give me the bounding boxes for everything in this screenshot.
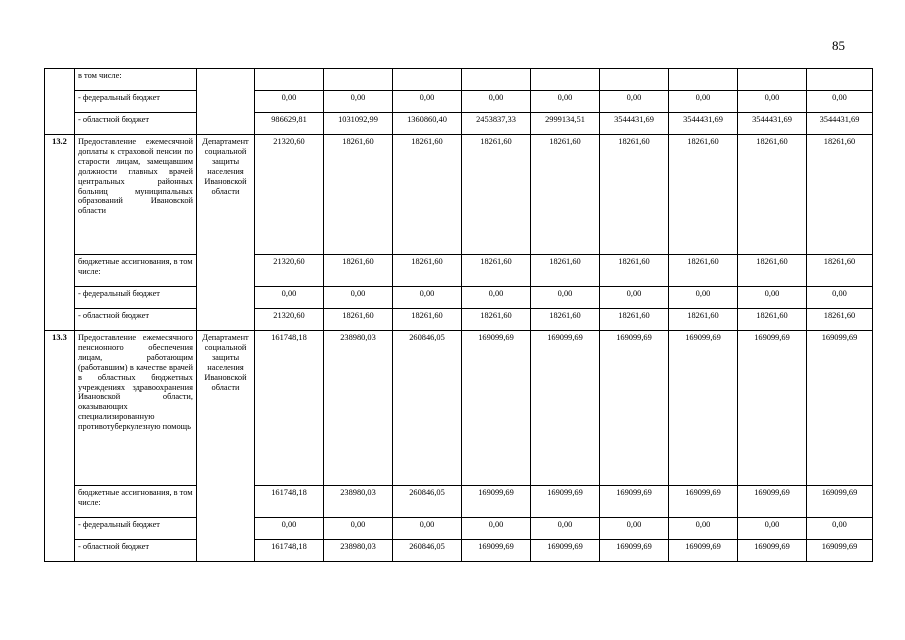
value-cell: 238980,03 xyxy=(324,486,393,518)
value-cell: 1360860,40 xyxy=(393,113,462,135)
value-cell: 161748,18 xyxy=(255,486,324,518)
value-cell: 2453837,33 xyxy=(462,113,531,135)
value-cell: 0,00 xyxy=(669,518,738,540)
value-cell: 169099,69 xyxy=(531,331,600,486)
value-cell xyxy=(393,69,462,91)
value-cell: 0,00 xyxy=(393,91,462,113)
table-row xyxy=(45,69,873,91)
row-label: - федеральный бюджет xyxy=(75,518,197,540)
value-cell: 18261,60 xyxy=(738,135,807,255)
value-cell: 18261,60 xyxy=(669,309,738,331)
value-cell: 18261,60 xyxy=(807,255,873,287)
row-label: - федеральный бюджет xyxy=(75,287,197,309)
executor-cell xyxy=(197,69,255,135)
value-cell: 18261,60 xyxy=(324,309,393,331)
table-row xyxy=(45,91,873,113)
value-cell: 169099,69 xyxy=(669,331,738,486)
value-cell: 169099,69 xyxy=(807,540,873,562)
value-cell xyxy=(324,69,393,91)
row-label: - федеральный бюджет xyxy=(75,91,197,113)
value-cell: 169099,69 xyxy=(462,540,531,562)
value-cell: 18261,60 xyxy=(324,135,393,255)
value-cell: 0,00 xyxy=(393,518,462,540)
table-row xyxy=(45,486,873,518)
value-cell xyxy=(600,69,669,91)
value-cell: 169099,69 xyxy=(531,486,600,518)
value-cell: 18261,60 xyxy=(462,135,531,255)
table-row xyxy=(45,331,873,486)
value-cell: 0,00 xyxy=(393,287,462,309)
value-cell: 18261,60 xyxy=(531,135,600,255)
value-cell: 169099,69 xyxy=(600,540,669,562)
value-cell: 0,00 xyxy=(462,518,531,540)
value-cell: 18261,60 xyxy=(531,309,600,331)
section-description: Предоставление ежемесячного пенсионного обеспечения лицам, работающим (работавшим) в качестве врачей в областных бюджетных учреждениях здравоохранения Ивановской области, оказывающих специализированную противотуберкулезную помощь xyxy=(75,331,197,486)
value-cell: 0,00 xyxy=(255,91,324,113)
value-cell: 18261,60 xyxy=(393,255,462,287)
value-cell: 0,00 xyxy=(462,91,531,113)
value-cell xyxy=(255,69,324,91)
value-cell: 2999134,51 xyxy=(531,113,600,135)
value-cell: 0,00 xyxy=(669,91,738,113)
row-label: в том числе: xyxy=(75,69,197,91)
value-cell: 18261,60 xyxy=(669,135,738,255)
value-cell: 18261,60 xyxy=(600,135,669,255)
value-cell: 1031092,99 xyxy=(324,113,393,135)
table-row xyxy=(45,518,873,540)
value-cell: 0,00 xyxy=(531,287,600,309)
value-cell: 986629,81 xyxy=(255,113,324,135)
value-cell: 0,00 xyxy=(255,518,324,540)
table-row xyxy=(45,135,873,255)
row-label: бюджетные ассигнования, в том числе: xyxy=(75,486,197,518)
value-cell: 161748,18 xyxy=(255,540,324,562)
section-executor: Департамент социальной защиты населения Ивановской области xyxy=(197,331,255,562)
section-number: 13.3 xyxy=(45,331,75,562)
value-cell: 3544431,69 xyxy=(669,113,738,135)
value-cell: 0,00 xyxy=(324,518,393,540)
value-cell: 18261,60 xyxy=(738,255,807,287)
value-cell: 0,00 xyxy=(807,518,873,540)
value-cell: 3544431,69 xyxy=(738,113,807,135)
value-cell: 260846,05 xyxy=(393,331,462,486)
value-cell: 18261,60 xyxy=(462,255,531,287)
value-cell: 3544431,69 xyxy=(807,113,873,135)
table-row xyxy=(45,287,873,309)
value-cell: 169099,69 xyxy=(738,331,807,486)
page-number: 85 xyxy=(832,38,845,53)
value-cell: 169099,69 xyxy=(462,331,531,486)
value-cell: 3544431,69 xyxy=(600,113,669,135)
value-cell: 238980,03 xyxy=(324,540,393,562)
value-cell: 21320,60 xyxy=(255,255,324,287)
value-cell: 18261,60 xyxy=(738,309,807,331)
value-cell: 18261,60 xyxy=(600,309,669,331)
value-cell: 21320,60 xyxy=(255,309,324,331)
value-cell: 18261,60 xyxy=(393,135,462,255)
value-cell: 238980,03 xyxy=(324,331,393,486)
value-cell: 161748,18 xyxy=(255,331,324,486)
value-cell: 0,00 xyxy=(600,287,669,309)
row-label: - областной бюджет xyxy=(75,540,197,562)
value-cell xyxy=(531,69,600,91)
value-cell: 18261,60 xyxy=(807,309,873,331)
value-cell: 0,00 xyxy=(462,287,531,309)
value-cell: 169099,69 xyxy=(669,540,738,562)
table-row xyxy=(45,113,873,135)
section-executor: Департамент социальной защиты населения Ивановской области xyxy=(197,135,255,331)
value-cell: 0,00 xyxy=(324,287,393,309)
value-cell: 0,00 xyxy=(324,91,393,113)
table-row xyxy=(45,540,873,562)
row-label: - областной бюджет xyxy=(75,113,197,135)
value-cell: 0,00 xyxy=(255,287,324,309)
value-cell: 18261,60 xyxy=(324,255,393,287)
value-cell: 260846,05 xyxy=(393,540,462,562)
row-label: - областной бюджет xyxy=(75,309,197,331)
value-cell: 0,00 xyxy=(600,91,669,113)
value-cell: 169099,69 xyxy=(600,331,669,486)
value-cell: 18261,60 xyxy=(393,309,462,331)
section-description: Предоставление ежемесячной доплаты к страховой пенсии по старости лицам, замещавшим должности главных врачей центральных районных больниц муниципальных образований Ивановской области xyxy=(75,135,197,255)
value-cell: 169099,69 xyxy=(807,486,873,518)
row-label: бюджетные ассигнования, в том числе: xyxy=(75,255,197,287)
value-cell: 169099,69 xyxy=(600,486,669,518)
value-cell xyxy=(807,69,873,91)
value-cell: 0,00 xyxy=(669,287,738,309)
value-cell: 0,00 xyxy=(531,91,600,113)
value-cell: 0,00 xyxy=(531,518,600,540)
value-cell: 18261,60 xyxy=(462,309,531,331)
value-cell: 0,00 xyxy=(738,91,807,113)
value-cell: 0,00 xyxy=(807,91,873,113)
value-cell: 0,00 xyxy=(807,287,873,309)
value-cell: 21320,60 xyxy=(255,135,324,255)
value-cell: 18261,60 xyxy=(807,135,873,255)
number-cell xyxy=(45,69,75,135)
value-cell: 0,00 xyxy=(738,518,807,540)
value-cell: 169099,69 xyxy=(738,540,807,562)
value-cell xyxy=(738,69,807,91)
value-cell: 18261,60 xyxy=(600,255,669,287)
value-cell: 169099,69 xyxy=(531,540,600,562)
section-number: 13.2 xyxy=(45,135,75,331)
value-cell: 169099,69 xyxy=(807,331,873,486)
table-row xyxy=(45,255,873,287)
value-cell xyxy=(669,69,738,91)
value-cell: 169099,69 xyxy=(738,486,807,518)
budget-table xyxy=(44,68,873,562)
table-row xyxy=(45,309,873,331)
value-cell: 169099,69 xyxy=(669,486,738,518)
value-cell: 18261,60 xyxy=(531,255,600,287)
value-cell: 0,00 xyxy=(738,287,807,309)
value-cell: 260846,05 xyxy=(393,486,462,518)
value-cell xyxy=(462,69,531,91)
value-cell: 169099,69 xyxy=(462,486,531,518)
value-cell: 18261,60 xyxy=(669,255,738,287)
value-cell: 0,00 xyxy=(600,518,669,540)
